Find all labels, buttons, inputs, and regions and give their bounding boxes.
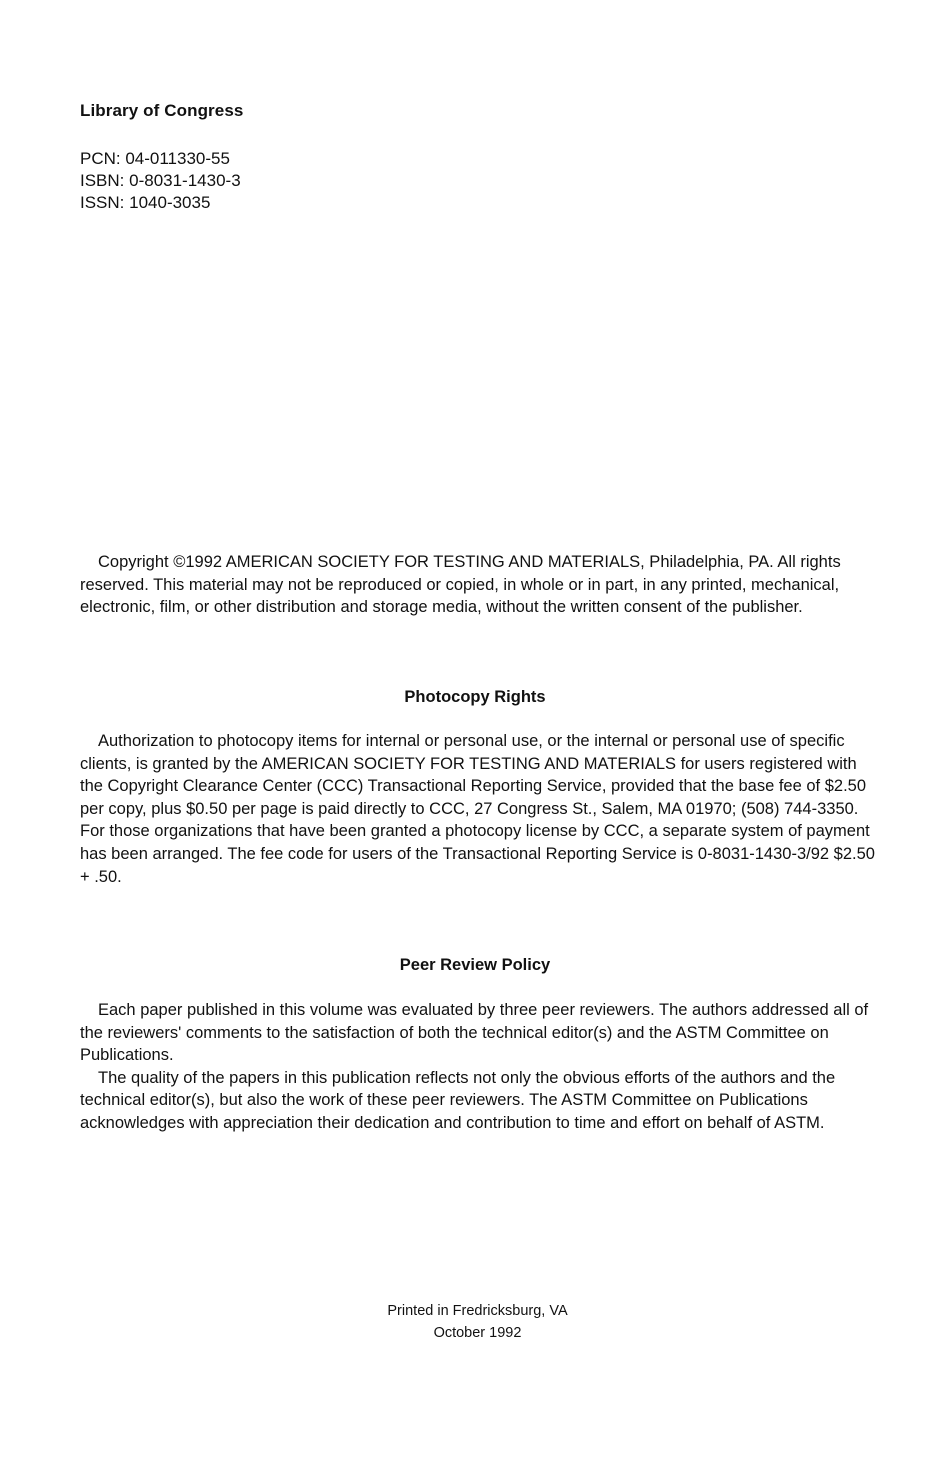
printed-location: Printed in Fredricksburg, VA: [387, 1303, 568, 1319]
printing-imprint: [80, 1300, 875, 1344]
copyright-notice: Copyright ©1992 AMERICAN SOCIETY FOR TESTING AND MATERIALS, Philadelphia, PA. All rights reserved. This material may not be reproduced or copied, in whole or in part, in any printed, mechanical, electronic, film, or other distribution and storage media, without the written consent of the publisher.: [80, 553, 841, 617]
photocopy-rights-heading: Photocopy Rights: [404, 688, 546, 706]
photocopy-rights-text: Authorization to photocopy items for internal or personal use, or the internal or personal use of specific clients, is granted by the AMERICAN SOCIETY FOR TESTING AND MATERIALS for users registered with the Copyright Clearance Center (CCC) Transactional Reporting Service, provided that the base fee of $2.50 per copy, plus $0.50 per page is paid directly to CCC, 27 Congress St., Salem, MA 01970; (508) 744-3350. For those organizations that have been granted a photocopy license by CCC, a separate system of payment has been arranged. The fee code for users of the Transactional Reporting Service is 0-8031-1430-3/92 $2.50 + .50.: [80, 732, 875, 886]
pcn-number: PCN: 04-011330-55: [80, 149, 230, 168]
peer-review-paragraph-1: Each paper published in this volume was evaluated by three peer reviewers. The authors addressed all of the reviewers' comments to the satisfaction of both the technical editor(s) and the ASTM Committee on Publications.: [80, 1001, 869, 1065]
peer-review-paragraph-2: The quality of the papers in this publication reflects not only the obvious efforts of the authors and the technical editor(s), but also the work of these peer reviewers. The ASTM Committee on Publications acknowledges with appreciation their dedication and contribution to time and effort on behalf of ASTM.: [80, 1068, 836, 1132]
printed-date: October 1992: [433, 1325, 522, 1341]
issn-number: ISSN: 1040-3035: [80, 193, 211, 212]
catalog-identifiers: [80, 148, 241, 214]
isbn-number: ISBN: 0-8031-1430-3: [80, 171, 241, 190]
peer-review-heading: Peer Review Policy: [399, 956, 551, 974]
peer-review-section: [80, 999, 880, 1135]
photocopy-rights-section: [80, 730, 880, 888]
library-of-congress-heading: Library of Congress: [80, 101, 244, 120]
